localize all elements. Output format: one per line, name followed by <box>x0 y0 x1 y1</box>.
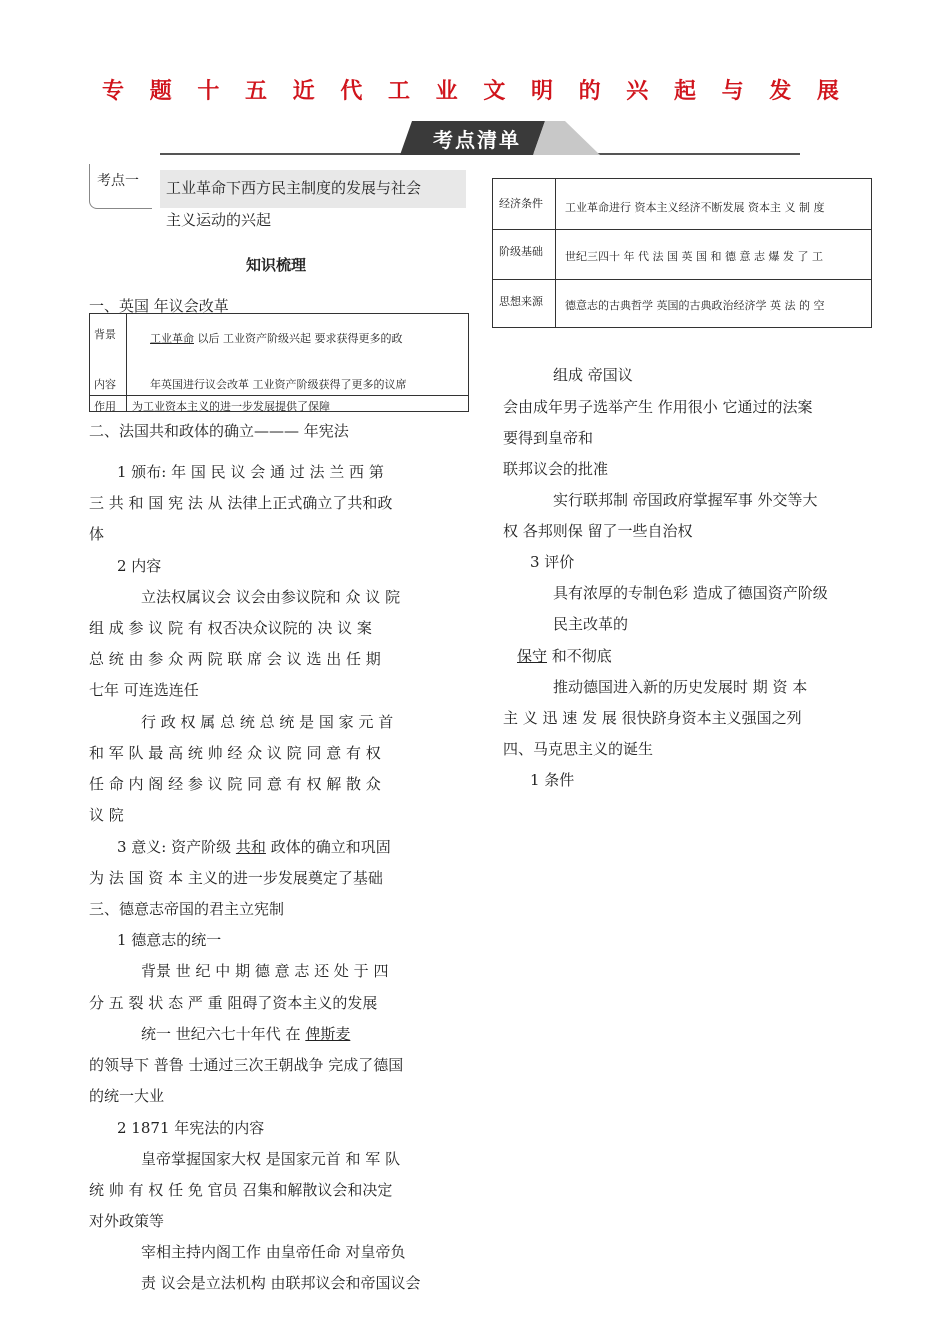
text-line: 的领导下 普鲁 士通过三次王朝战争 完成了德国 <box>89 1056 404 1074</box>
text-line: 会由成年男子选举产生 作用很小 它通过的法案 <box>503 398 813 416</box>
table-column-divider <box>555 179 556 327</box>
section-3-heading: 三、德意志帝国的君主立宪制 <box>89 900 285 918</box>
table-row-value <box>150 330 403 346</box>
table-row-header: 阶级基础 <box>499 245 543 258</box>
text-line: 1 颁布: 年 国 民 议 会 通 过 法 兰 西 第 <box>117 463 384 481</box>
text-line: 具有浓厚的专制色彩 造成了德国资产阶级 <box>553 584 828 602</box>
table-marxism-conditions <box>492 178 872 328</box>
text-line: 为 法 国 资 本 主义的进一步发展奠定了基础 <box>89 869 383 887</box>
text-line: 的统一大业 <box>89 1087 165 1105</box>
text-segment: 政体的确立和巩固 <box>265 838 391 856</box>
text-line: 背景 世 纪 中 期 德 意 志 还 处 于 四 <box>141 962 389 980</box>
text-line: 组 成 参 议 院 有 权否决众议院的 决 议 案 <box>89 619 372 637</box>
table-row-header: 经济条件 <box>499 197 543 210</box>
section-2-heading: 二、法国共和政体的确立——— 年宪法 <box>89 422 349 440</box>
table-row-header: 内容 <box>94 378 116 391</box>
text-line <box>117 836 391 857</box>
text-line: 分 五 裂 状 态 严 重 阻碍了资本主义的发展 <box>89 994 378 1012</box>
text-segment: 和不彻底 <box>547 647 612 665</box>
text-line <box>141 1023 350 1044</box>
text-line: 1 德意志的统一 <box>117 931 222 949</box>
table-row-value: 为工业资本主义的进一步发展提供了保障 <box>132 400 330 413</box>
text-line <box>517 645 612 666</box>
table-england-reform <box>89 313 469 412</box>
section-4-heading: 四、马克思主义的诞生 <box>503 740 654 758</box>
kaodian-title-line1: 工业革命下西方民主制度的发展与社会 <box>166 179 422 197</box>
table-row-value: 德意志的古典哲学 英国的古典政治经济学 英 法 的 空 <box>565 299 825 312</box>
text-line: 主 义 迅 速 发 展 很快跻身资本主义强国之列 <box>503 709 802 727</box>
table-row-value: 世纪三四十 年 代 法 国 英 国 和 德 意 志 爆 发 了 工 <box>565 250 823 263</box>
text-line: 立法权属议会 议会由参议院和 众 议 院 <box>141 588 401 606</box>
table-row-value: 年英国进行议会改革 工业资产阶级获得了更多的议席 <box>150 378 407 391</box>
table-divider <box>493 279 871 280</box>
table-divider <box>90 395 468 396</box>
table-row-value: 工业革命进行 资本主义经济不断发展 资本主 义 制 度 <box>565 201 825 214</box>
underlined-answer: 共和 <box>235 838 266 856</box>
subheading: 知识梳理 <box>246 256 307 274</box>
text-line: 2 内容 <box>117 557 162 575</box>
table-row-header: 思想来源 <box>499 295 543 308</box>
text-line: 和 军 队 最 高 统 帅 经 众 议 院 同 意 有 权 <box>89 744 381 762</box>
text-line: 2 1871 年宪法的内容 <box>117 1119 265 1137</box>
section-1-heading: 一、英国 年议会改革 <box>89 297 229 315</box>
text-line: 皇帝掌握国家大权 是国家元首 和 军 队 <box>141 1150 401 1168</box>
text-line: 行 政 权 属 总 统 总 统 是 国 家 元 首 <box>141 713 394 731</box>
underlined-answer: 保守 <box>517 647 548 665</box>
banner-label: 考点清单 <box>433 128 521 152</box>
underlined-answer: 俾斯麦 <box>305 1025 351 1043</box>
text-line: 组成 帝国议 <box>553 366 633 384</box>
text-line: 统 帅 有 权 任 免 官员 召集和解散议会和决定 <box>89 1181 393 1199</box>
text-line: 责 议会是立法机构 由联邦议会和帝国议会 <box>141 1274 421 1292</box>
table-row-text: 以后 工业资产阶级兴起 要求获得更多的政 <box>194 332 403 345</box>
table-divider <box>493 229 871 230</box>
text-line: 3 评价 <box>530 553 575 571</box>
underlined-answer: 工业革命 <box>150 332 194 345</box>
text-line: 权 各邦则保 留了一些自治权 <box>503 522 693 540</box>
table-row-header: 作用 <box>94 400 116 413</box>
text-line: 体 <box>89 525 105 543</box>
kaodian-title-line2: 主义运动的兴起 <box>166 211 272 229</box>
text-line: 实行联邦制 帝国政府掌握军事 外交等大 <box>553 491 818 509</box>
page-title: 专 题 十 五 近 代 工 业 文 明 的 兴 起 与 发 展 <box>102 79 848 104</box>
text-line: 七年 可连选连任 <box>89 681 199 699</box>
text-line: 推动德国进入新的历史发展时 期 资 本 <box>553 678 808 696</box>
text-line: 要得到皇帝和 <box>503 429 594 447</box>
text-line: 对外政策等 <box>89 1212 165 1230</box>
table-row-header: 背景 <box>94 328 116 341</box>
kaodian-label: 考点一 <box>97 173 139 189</box>
text-segment: 3 意义: 资产阶级 <box>117 838 236 856</box>
text-line: 联邦议会的批准 <box>503 460 609 478</box>
text-line: 任 命 内 阁 经 参 议 院 同 意 有 权 解 散 众 <box>89 775 381 793</box>
text-line: 宰相主持内阁工作 由皇帝任命 对皇帝负 <box>141 1243 406 1261</box>
text-line: 议 院 <box>89 806 124 824</box>
text-segment: 统一 世纪六七十年代 在 <box>141 1025 306 1043</box>
text-line: 民主改革的 <box>553 615 629 633</box>
text-line: 总 统 由 参 众 两 院 联 席 会 议 选 出 任 期 <box>89 650 381 668</box>
text-line: 三 共 和 国 宪 法 从 法律上正式确立了共和政 <box>89 494 393 512</box>
text-line: 1 条件 <box>530 771 575 789</box>
